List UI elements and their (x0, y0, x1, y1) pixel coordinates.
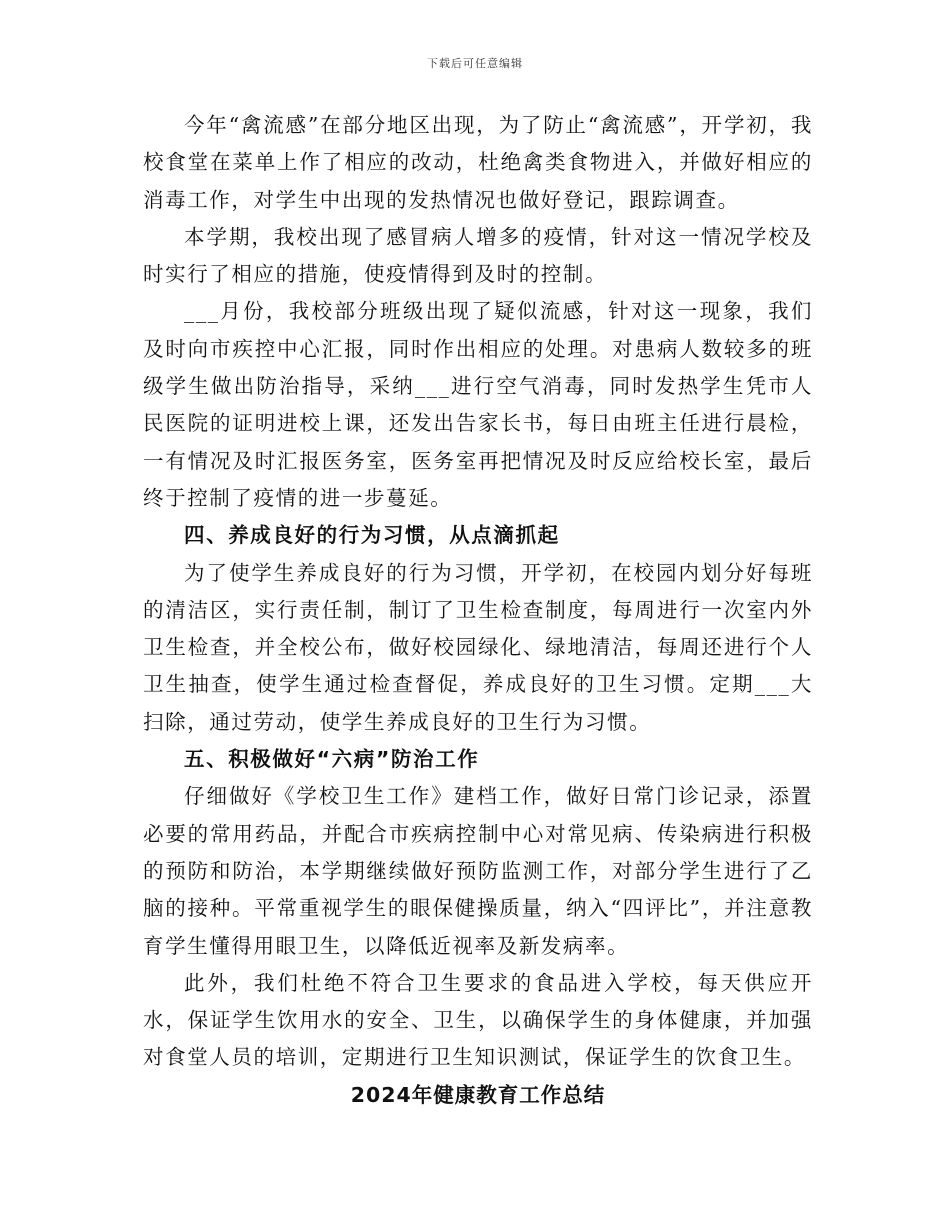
page-header: 下载后可任意编辑 (427, 57, 523, 70)
section-heading-six-diseases: 五、积极做好“六病”防治工作 (184, 747, 480, 772)
document-title: 2024年健康教育工作总结 (350, 1082, 606, 1107)
document-body (143, 107, 813, 1114)
paragraph-avian-flu: 今年“禽流感”在部分地区出现，为了防止“禽流感”，开学初，我校食堂在菜单上作了相应的改动，杜绝禽类食物进入，并做好相应的消毒工作，对学生中出现的发热情况也做好登记，跟踪调查。 (143, 113, 813, 212)
paragraph-six-diseases: 仔细做好《学校卫生工作》建档工作，做好日常门诊记录，添置必要的常用药品，并配合市疾病控制中心对常见病、传染病进行积极的预防和防治，本学期继续做好预防监测工作，对部分学生进行了乙脑的接种。平常重视学生的眼保健操质量，纳入“四评比”，并注意教育学生懂得用眼卫生，以降低近视率及新发病率。 (143, 784, 813, 958)
section-heading-habits: 四、养成良好的行为习惯，从点滴抓起 (184, 523, 560, 548)
paragraph-suspected-flu: ___月份，我校部分班级出现了疑似流感，针对这一现象，我们及时向市疾控中心汇报，同时作出相应的处理。对患病人数较多的班级学生做出防治指导，采纳___进行空气消毒，同时发热学生凭市人民医院的证明进校上课，还发出告家长书，每日由班主任进行晨检，一有情况及时汇报医务室，医务室再把情况及时反应给校长室，最后终于控制了疫情的进一步蔓延。 (143, 299, 813, 510)
paragraph-food-safety: 此外，我们杜绝不符合卫生要求的食品进入学校，每天供应开水，保证学生饮用水的安全、卫生，以确保学生的身体健康，并加强对食堂人员的培训，定期进行卫生知识测试，保证学生的饮食卫生。 (143, 970, 813, 1070)
paragraph-cold-epidemic: 本学期，我校出现了感冒病人增多的疫情，针对这一情况学校及时实行了相应的措施，使疫情得到及时的控制。 (143, 224, 813, 287)
paragraph-habits: 为了使学生养成良好的行为习惯，开学初，在校园内划分好每班的清洁区，实行责任制，制订了卫生检查制度，每周进行一次室内外卫生检查，并全校公布，做好校园绿化、绿地清洁，每周还进行个人卫生抽查，使学生通过检查督促，养成良好的卫生习惯。定期___大扫除，通过劳动，使学生养成良好的卫生行为习惯。 (143, 560, 813, 734)
